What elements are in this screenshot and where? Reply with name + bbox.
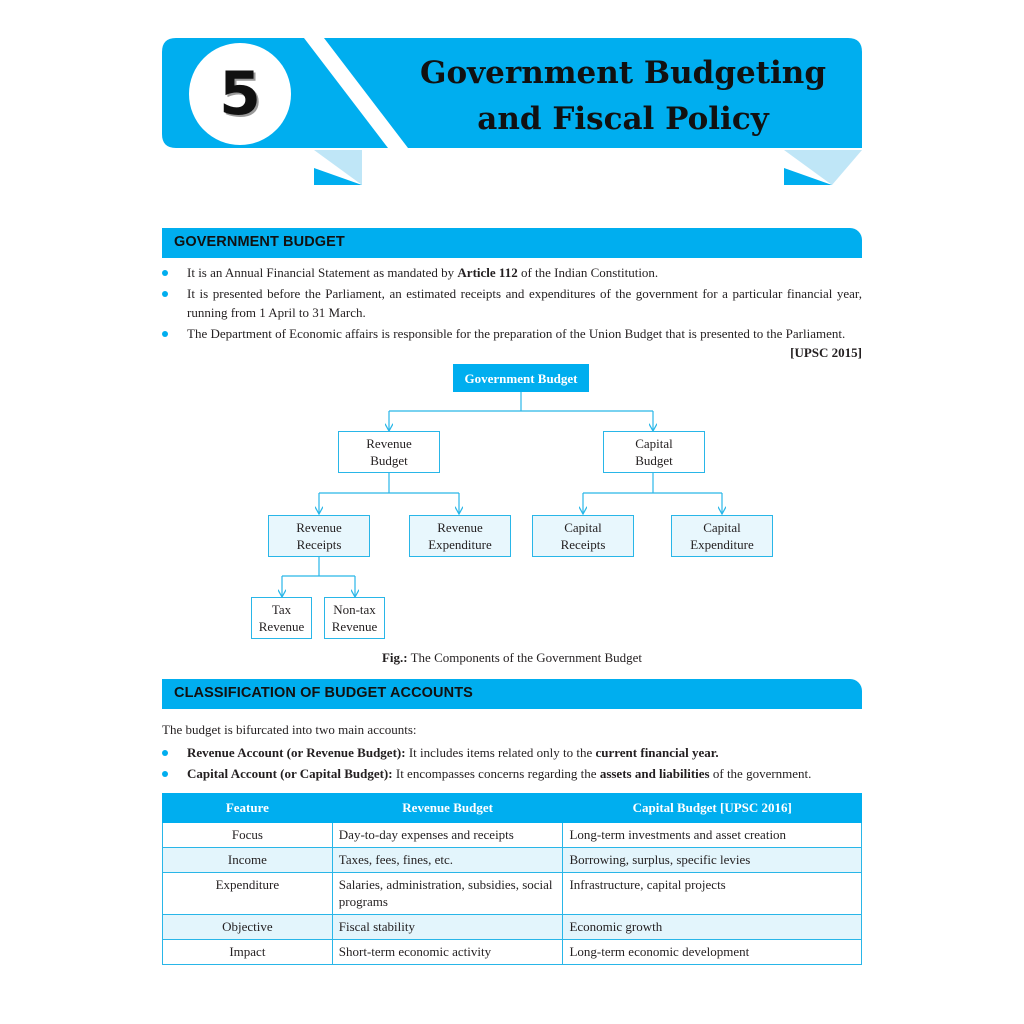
node-capital-receipts: Capital Receipts — [532, 515, 634, 557]
chapter-number: 5 — [189, 43, 291, 145]
table-row — [163, 915, 862, 940]
table-cell: Long-term economic development — [563, 940, 862, 965]
budget-comparison-table — [162, 793, 862, 965]
table-cell: Infrastructure, capital projects — [563, 873, 862, 915]
table-cell: Taxes, fees, fines, etc. — [332, 848, 563, 873]
chapter-title-line1: Government Budgeting — [419, 55, 827, 91]
list-item: The Department of Economic affairs is responsible for the preparation of the Union Budget that is presented to the Parliament. [UPSC 2015] — [162, 324, 862, 343]
table-header-revenue: Revenue Budget — [332, 794, 563, 823]
node-revenue-budget: Revenue Budget — [338, 431, 440, 473]
section-heading: CLASSIFICATION OF BUDGET ACCOUNTS — [174, 685, 473, 701]
table-cell: Salaries, administration, subsidies, social programs — [332, 873, 563, 915]
table-row — [163, 848, 862, 873]
node-revenue-expenditure: Revenue Expenditure — [409, 515, 511, 557]
list-item: It is presented before the Parliament, an estimated receipts and expenditures of the government for a particular financial year, running from 1 April to 31 March. — [162, 284, 862, 322]
table-row — [163, 823, 862, 848]
classification-bullets — [162, 743, 862, 785]
table-cell: Long-term investments and asset creation — [563, 823, 862, 848]
table-header-row — [163, 794, 862, 823]
node-tax-revenue: Tax Revenue — [251, 597, 312, 639]
node-capital-budget: Capital Budget — [603, 431, 705, 473]
table-header-feature: Feature — [163, 794, 333, 823]
node-nontax-revenue: Non-tax Revenue — [324, 597, 385, 639]
table-cell: Day-to-day expenses and receipts — [332, 823, 563, 848]
node-capital-expenditure: Capital Expenditure — [671, 515, 773, 557]
section-header-classification — [162, 679, 862, 709]
table-cell: Economic growth — [563, 915, 862, 940]
table-cell: Focus — [163, 823, 333, 848]
table-cell: Income — [163, 848, 333, 873]
chapter-title-line2: and Fiscal Policy — [477, 101, 769, 137]
table-cell: Impact — [163, 940, 333, 965]
table-row — [163, 940, 862, 965]
section-heading: GOVERNMENT BUDGET — [174, 234, 345, 250]
bullet-dot-icon — [162, 750, 168, 756]
table-row — [163, 873, 862, 915]
table-header-capital: Capital Budget [UPSC 2016] — [563, 794, 862, 823]
upsc-year-tag: [UPSC 2015] — [790, 345, 862, 360]
list-item: It is an Annual Financial Statement as mandated by Article 112 of the Indian Constitution. — [162, 263, 862, 282]
bullet-dot-icon — [162, 771, 168, 777]
table-cell: Fiscal stability — [332, 915, 563, 940]
list-item: Revenue Account (or Revenue Budget): It includes items related only to the current financial year. — [162, 743, 862, 762]
classification-intro: The budget is bifurcated into two main accounts: — [162, 722, 417, 737]
table-cell: Short-term economic activity — [332, 940, 563, 965]
node-government-budget: Government Budget — [453, 364, 589, 392]
figure-caption: Fig.: The Components of the Government Budget — [381, 650, 643, 665]
node-revenue-receipts: Revenue Receipts — [268, 515, 370, 557]
table-cell: Borrowing, surplus, specific levies — [563, 848, 862, 873]
table-cell: Expenditure — [163, 873, 333, 915]
table-cell: Objective — [163, 915, 333, 940]
list-item: Capital Account (or Capital Budget): It encompasses concerns regarding the assets and liabilities of the government. — [162, 764, 862, 783]
